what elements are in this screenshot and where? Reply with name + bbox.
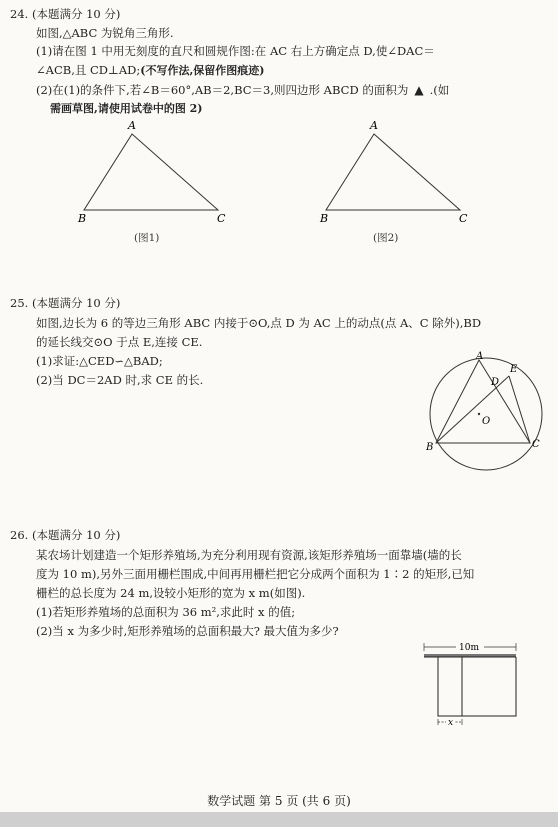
q26-line1: 某农场计划建造一个矩形养殖场,为充分利用现有资源,该矩形养殖场一面靠墙(墙的长 [36,548,462,562]
q24-header: (本题满分 10 分) [31,7,121,21]
q26-line3: 栅栏的总长度为 24 m,设较小矩形的宽为 x m(如图). [36,586,306,600]
q24-part1-text: ∠ACB,且 CD⊥AD; [36,63,141,77]
q25-label-e: E [510,364,518,375]
page-footer: 数学试题 第 5 页 (共 6 页) [207,794,351,808]
q25-part2: (2)当 DC＝2AD 时,求 CE 的长. [36,373,204,387]
fig1-label-c: C [217,212,226,225]
q24-part2-text: (2)在(1)的条件下,若∠B＝60°,AB＝2,BC＝3,则四边形 ABCD 的面积为 [36,83,409,97]
q25-label-a: A [476,351,484,362]
q25-label-o: O [482,416,491,427]
q26-header: (本题满分 10 分) [31,528,121,542]
q24-figure-2 [310,118,480,228]
q24-part1-note: (不写作法,保留作图痕迹) [140,64,265,77]
q24-number: 24. [10,7,29,21]
q24-part2-line1 [36,82,449,98]
fig1-triangle [84,134,218,210]
q25-circle-figure [422,350,552,480]
q26-farm-figure [420,638,520,728]
q25-number: 25. [10,296,29,310]
fig1-label-a: A [128,119,136,132]
q24-title [10,6,120,22]
fig2-label-a: A [370,119,378,132]
q26-part2: (2)当 x 为多少时,矩形养殖场的总面积最大? 最大值为多少? [36,624,339,638]
q24-part1-line1: (1)请在图 1 中用无刻度的直尺和圆规作图:在 AC 右上方确定点 D,使∠DAC＝ [36,44,435,58]
fig1-label-b: B [78,212,87,225]
q25-label-c: C [532,439,540,450]
q24-figure-1 [70,118,240,228]
answer-triangle-icon: ▲ [414,83,424,97]
fig2-label-b: B [320,212,329,225]
q25-circle [430,358,542,470]
fig2-caption: (图2) [373,232,399,244]
fig2-label-c: C [459,212,468,225]
fig1-caption: (图1) [134,232,160,244]
q25-label-d: D [491,377,500,388]
q25-part1: (1)求证:△CED∽△BAD; [36,354,163,368]
q24-part1-line2 [36,62,265,79]
q25-label-b: B [426,442,434,453]
q24-part2-after: .(如 [429,83,450,97]
q25-segment-ce [509,376,530,443]
bottom-scroll-bar [0,812,558,827]
q24-part2-note: 需画草图,请使用试卷中的图 2) [50,102,203,115]
q26-number: 26. [10,528,29,542]
x-width-label: x [448,718,454,728]
fig2-triangle [326,134,460,210]
q26-part1: (1)若矩形养殖场的总面积为 36 m²,求此时 x 的值; [36,605,296,619]
q25-center-dot [478,413,480,415]
q25-line1: 如图,边长为 6 的等边三角形 ABC 内接于⊙O,点 D 为 AC 上的动点(点 A、C 除外),BD [36,316,482,330]
q25-line2: 的延长线交⊙O 于点 E,连接 CE. [36,335,203,349]
q25-header: (本题满分 10 分) [31,296,121,310]
wall-length-label: 10m [459,643,479,653]
q25-title [10,295,120,311]
q26-line2: 度为 10 m),另外三面用栅栏围成,中间再用栅栏把它分成两个面积为 1∶2 的矩形,已知 [36,567,475,581]
q26-title [10,527,120,543]
enclosure-fence [438,657,516,716]
q24-intro: 如图,△ABC 为锐角三角形. [36,26,174,40]
